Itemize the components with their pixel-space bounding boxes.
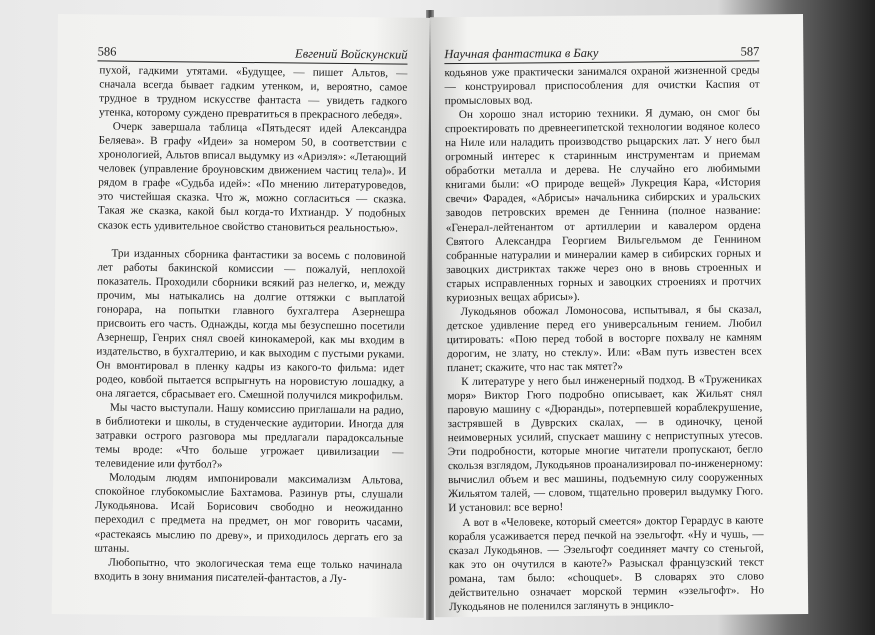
left-page [52, 14, 430, 618]
right-page-number: 587 [740, 44, 760, 59]
paragraph: Лукодьянов обожал Ломоносова, испытывал, я бы сказал, детское удивление перед его универсальным гением. Любил цитировать: «Пою перед тобой в восторге похвалу не камням дорогим, не злату, но стеклу». Или: «Вам путь известен всех планет; скажите, что нас так мятет?» [446, 303, 762, 375]
right-page [430, 14, 808, 617]
paragraph: Мы часто выступали. Нашу комиссию приглашали на радио, в библиотеки и школы, в студенческие аудитории. Иногда для затравки острого разговора мы предлагали парадоксальные темы вроде: «Что больше угрожает цивилизации — телевидение или футбол?» [95, 401, 404, 472]
paragraph: Очерк завершала таблица «Пятьдесят идей Александра Беляева». В графу «Идеи» за номером 50, в соответствии с хронологией, Альтов вписал выдумку из «Ариэля»: «Летающий человек (управление броуновским движением частиц тела)». И рядом в графе «Судьба идей»: «По мнению литературоведов, это чистейшая сказка. Что ж, можно согласиться — сказка. Такая же сказка, какой был когда-то Ихтиандр. У подобных сказок есть удивительное свойство становиться реальностью». [97, 120, 407, 235]
paragraph: Он хорошо знал историю техники. Я думаю, он смог бы спроектировать по древнеегипетской технологии водяное колесо на Ниле или наладить производство рыцарских лат. У него был огромный интерес к старинным инструментам и приемам обработки металла и дерева. Не случайно его любимыми книгами были: «О природе вещей» Лукреция Кара, «История свечи» Фарадея, «Абрисы» начальника сибирских и уральских заводов петровских времен де Геннина (полное название: «Генерал-лейтенантом от артиллерии и кавалером ордена Святого Александра Георгием Вильгельмом де Геннином собранные натуралии и минералии камер в сибирских горных и завоцких дистриктах также через оно в вновь строенных и старых исправленных горных и завоцких строениях и протчих куриозных вещах абрисы»). [444, 106, 762, 304]
right-page-header [444, 44, 759, 64]
left-page-header [98, 44, 408, 64]
paragraph: Молодым людям импонировали максимализм Альтова, спокойное глубокомыслие Бахтамова. Разинув рты, слушали Лукодьянова. Исай Борисович свободно и неожиданно переходил с предмета на предмет, он мог говорить часами, «растекаясь мыслию по древу», и приходилось дергать его за штаны. [94, 471, 404, 555]
paragraph: кодьянов уже практически занимался охраной жизненной среды — конструировал приспособления для очистки Каспия от промысловых вод. [444, 64, 760, 108]
paragraph: пухой, гадкими утятами. «Будущее, — пишет Альтов, — сначала всегда бывает гадким утенком, и, вероятно, самое трудное в трудном искусстве фантаста — увидеть гадкого утенка, которому суждено превратиться в прекрасного лебедя». [98, 64, 408, 122]
right-running-title: Научная фантастика в Баку [444, 45, 599, 62]
left-running-title: Евгений Войскунский [295, 46, 408, 62]
paragraph: А вот в «Человеке, который смеется» доктор Герардус в каюте корабля усаживается перед печкой на эзельгофт. «Ну и чушь, — сказал Лукодьянов. — Эзельгофт соединяет мачту со стеньгой, как это он очутился в каюте?» Разыскал французский текст романа, там было: «chouquet». В словарях это слово действительно означает морской термин «эзельгофт». Но Лукодьянов не поленился заглянуть в энцикло- [448, 513, 765, 613]
left-page-text [94, 63, 407, 586]
paragraph: Любопытно, что экологическая тема еще только начинала входить в зону внимания писателей-фантастов, а Лу- [94, 556, 403, 585]
right-page-text [444, 63, 764, 614]
left-page-number: 586 [97, 44, 117, 59]
paragraph: Три изданных сборника фантастики за восемь с половиной лет работы бакинской комиссии — пожалуй, неплохой показатель. Проходили сборники всякий раз нелегко, и, между прочим, мы натыкались на долгие оттяжки с выплатой гонорара, на попытки главного бухгалтера Азернешра присвоить его часть. Однажды, когда мы безуспешно посетили Азернешр, Генрих снял своей кинокамерой, как мы входим в издательство, в бухгалтерию, и как выходим с пустыми руками. Он вмонтировал в пленку кадры из какого-то фильма: идет родео, ковбой пытается вспрыгнуть на норовистую лошадку, а она лягается, сбрасывает его. Смешной получился микрофильм. [95, 247, 406, 403]
paragraph: К литературе у него был инженерный подход. В «Тружениках моря» Виктор Гюго подробно описывает, как Жильят снял паровую машину с «Дюранды», потерпевшей кораблекрушение, застрявшей в Дуврских скалах, — в одиночку, ценой неимоверных усилий, спускает машину с неприступных утесов. Эти подробности, которые многие читатели пропускают, бегло скользя взглядом, Лукодьянов проанализировал по-инженерному: вычислил объем и вес машины, подъемную силу сооруженных Жильятом талей, — словом, тщательно проверил выдумку Гюго. И установил: все верно! [447, 373, 764, 515]
